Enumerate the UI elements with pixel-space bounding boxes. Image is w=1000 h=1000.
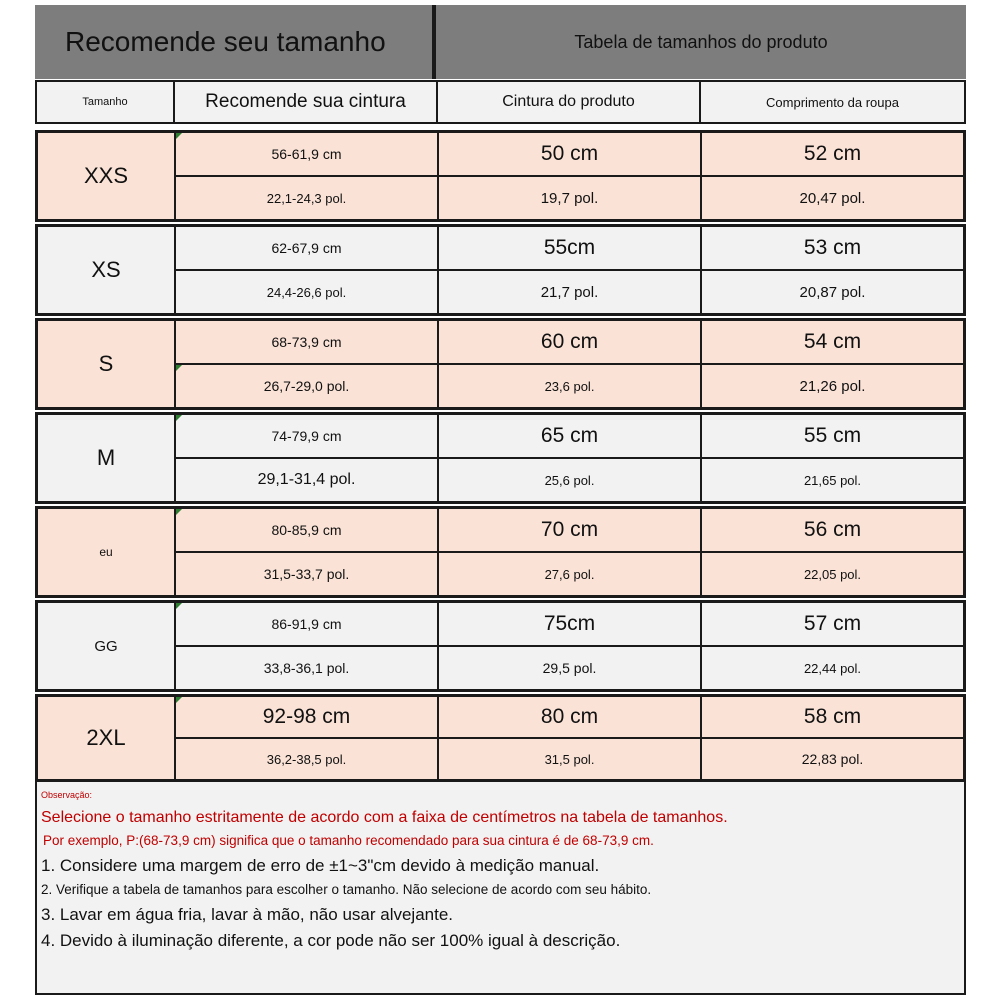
- length-in: 22,05 pol.: [702, 553, 963, 595]
- recommend-waist-cm: 68-73,9 cm: [176, 321, 439, 363]
- size-label: XS: [38, 227, 176, 313]
- length-in: 21,26 pol.: [702, 365, 963, 407]
- recommend-waist-cm: 74-79,9 cm: [176, 415, 439, 457]
- size-row-gg: [35, 600, 966, 692]
- recommend-waist-cm: 56-61,9 cm: [176, 133, 439, 175]
- length-cm: 57 cm: [702, 603, 963, 645]
- product-waist-in: 29,5 pol.: [439, 647, 702, 689]
- product-waist-in: 23,6 pol.: [439, 365, 702, 407]
- size-row-m: [35, 412, 966, 504]
- length-cm: 52 cm: [702, 133, 963, 175]
- note-item-3: 3. Lavar em água fria, lavar à mão, não usar alvejante.: [41, 905, 454, 924]
- recommend-waist-in: 24,4-26,6 pol.: [176, 271, 439, 313]
- recommend-size-title: Recomende seu tamanho: [35, 5, 436, 79]
- recommend-waist-in: 26,7-29,0 pol.: [176, 365, 439, 407]
- corner-marker: [176, 603, 182, 609]
- size-label: M: [38, 415, 176, 501]
- table-header: [35, 5, 966, 79]
- product-waist-in: 31,5 pol.: [439, 739, 702, 779]
- recommend-waist-cm: 80-85,9 cm: [176, 509, 439, 551]
- length-in: 20,87 pol.: [702, 271, 963, 313]
- column-header-product-waist: Cintura do produto: [438, 82, 701, 122]
- product-waist-in: 25,6 pol.: [439, 459, 702, 501]
- product-waist-cm: 70 cm: [439, 509, 702, 551]
- product-waist-cm: 80 cm: [439, 697, 702, 737]
- size-label: GG: [38, 603, 176, 689]
- product-waist-cm: 55cm: [439, 227, 702, 269]
- recommend-waist-in: 33,8-36,1 pol.: [176, 647, 439, 689]
- size-row-xs: [35, 224, 966, 316]
- size-row-s: [35, 318, 966, 410]
- note-red-2: Por exemplo, P:(68-73,9 cm) significa que o tamanho recomendado para sua cintura é de 68-73,9 cm.: [43, 833, 654, 848]
- recommend-waist-in: 36,2-38,5 pol.: [176, 739, 439, 779]
- column-headers: [35, 80, 966, 124]
- column-header-length: Comprimento da roupa: [766, 94, 899, 110]
- product-waist-cm: 50 cm: [439, 133, 702, 175]
- product-waist-cm: 65 cm: [439, 415, 702, 457]
- corner-marker: [176, 133, 182, 139]
- length-in: 22,44 pol.: [702, 647, 963, 689]
- product-waist-cm: 75cm: [439, 603, 702, 645]
- note-item-2: 2. Verifique a tabela de tamanhos para escolher o tamanho. Não selecione de acordo com seu hábito.: [41, 882, 652, 897]
- product-waist-in: 19,7 pol.: [439, 177, 702, 219]
- corner-marker: [176, 415, 182, 421]
- note-item-1: 1. Considere uma margem de erro de ±1~3"cm devido à medição manual.: [41, 856, 600, 875]
- product-waist-in: 21,7 pol.: [439, 271, 702, 313]
- size-row-eu: [35, 506, 966, 598]
- recommend-waist-cm: 62-67,9 cm: [176, 227, 439, 269]
- recommend-waist-cm: 86-91,9 cm: [176, 603, 439, 645]
- length-cm: 55 cm: [702, 415, 963, 457]
- size-label: 2XL: [38, 697, 176, 779]
- notes-label: Observação:: [41, 790, 93, 800]
- recommend-waist-cm: 92-98 cm: [176, 697, 439, 737]
- note-item-4: 4. Devido à iluminação diferente, a cor pode não ser 100% igual à descrição.: [41, 931, 621, 950]
- length-in: 22,83 pol.: [702, 739, 963, 779]
- size-row-xxs: [35, 130, 966, 222]
- corner-marker: [176, 509, 182, 515]
- recommend-waist-in: 31,5-33,7 pol.: [176, 553, 439, 595]
- corner-marker: [176, 697, 182, 703]
- size-row-2xl: [35, 694, 966, 782]
- size-label: S: [38, 321, 176, 407]
- length-cm: 54 cm: [702, 321, 963, 363]
- length-cm: 56 cm: [702, 509, 963, 551]
- recommend-waist-in: 29,1-31,4 pol.: [176, 459, 439, 501]
- product-size-table-title: Tabela de tamanhos do produto: [436, 5, 966, 79]
- column-header-recommend-waist: Recomende sua cintura: [175, 82, 438, 122]
- product-waist-cm: 60 cm: [439, 321, 702, 363]
- note-red-1: Selecione o tamanho estritamente de acordo com a faixa de centímetros na tabela de tamanhos.: [41, 809, 728, 826]
- recommend-waist-in: 22,1-24,3 pol.: [176, 177, 439, 219]
- size-label: eu: [38, 509, 176, 595]
- corner-marker: [176, 365, 182, 371]
- column-header-size: Tamanho: [37, 82, 175, 122]
- size-label: XXS: [38, 133, 176, 219]
- length-cm: 58 cm: [702, 697, 963, 737]
- product-waist-in: 27,6 pol.: [439, 553, 702, 595]
- length-in: 20,47 pol.: [702, 177, 963, 219]
- length-cm: 53 cm: [702, 227, 963, 269]
- length-in: 21,65 pol.: [702, 459, 963, 501]
- notes-panel: [35, 780, 966, 995]
